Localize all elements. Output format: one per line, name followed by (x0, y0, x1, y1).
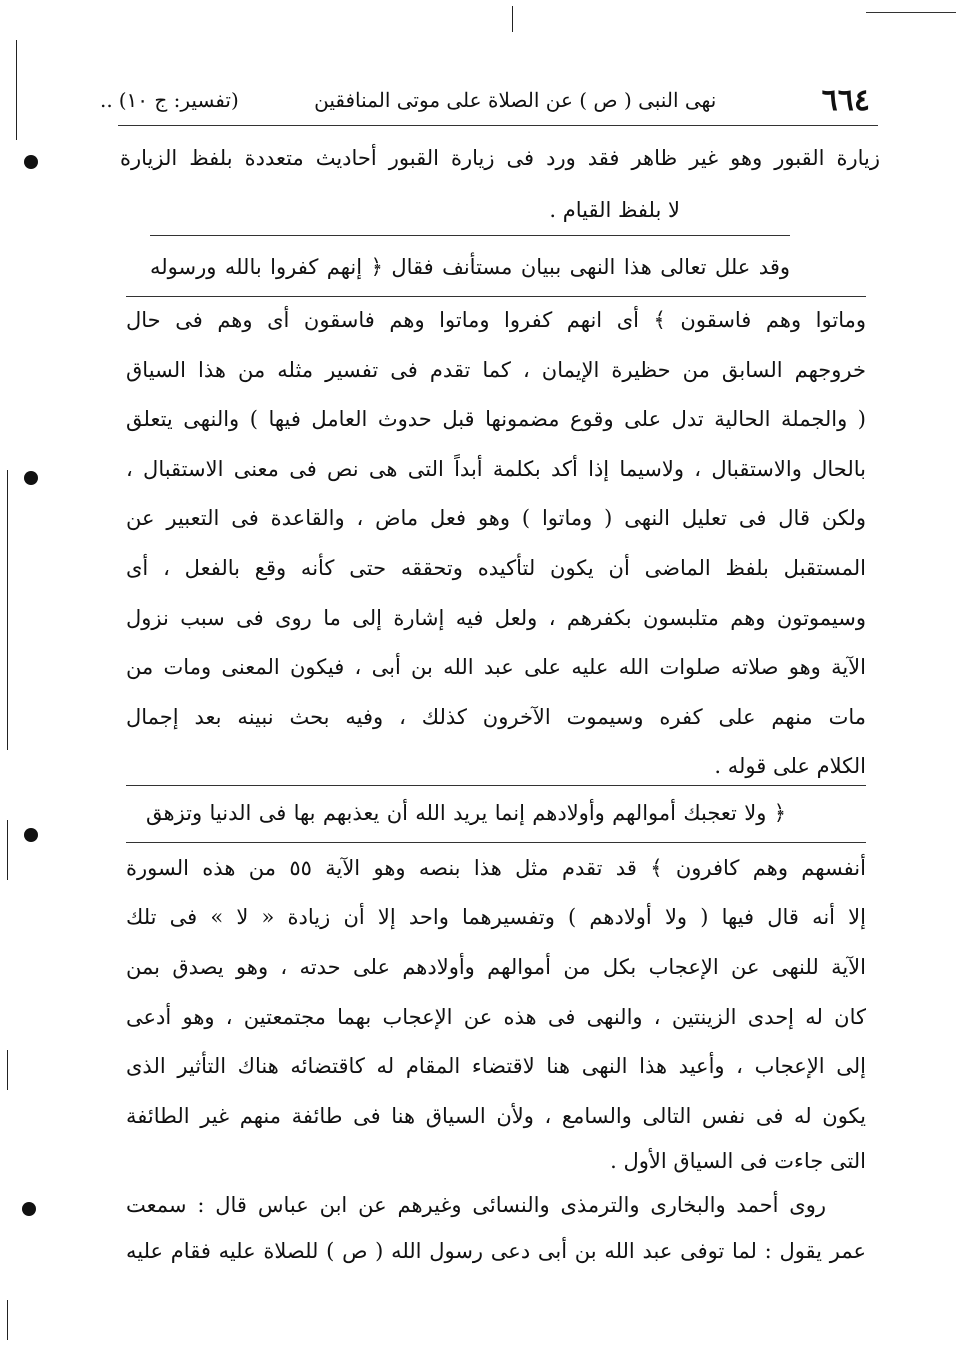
text-line: الكلام على قوله . (714, 754, 866, 778)
left-margin-mark (7, 1300, 8, 1340)
top-center-mark (512, 6, 513, 32)
text-line: أنفسهم وهم كافرون ﴾ قد تقدم مثل هذا بنصه وهو الآية ٥٥ من هذه السورة (126, 856, 866, 880)
volume-label: (تفسير: ج ١٠) (118, 88, 239, 112)
text-line: المستقبل بلفظ الماضى أن يكون لتأكيده وتحققه حتى كأنه وقع بالفعل ، أى (126, 556, 866, 580)
text-line: بالحال والاستقبال ، ولاسيما إذا أكد بكلمة أبداً التى هى نص فى معنى الاستقبال ، (126, 457, 866, 481)
text-line: عمر يقول : لما توفى عبد الله بن أبى دعى رسول الله ( ص ) للصلاة عليه فقام عليه (126, 1239, 866, 1263)
binding-hole-dot (24, 155, 38, 169)
text-line: إلى الإعجاب ، وأعيد هذا النهى هنا لاقتضاء المقام له كاقتضائه هناك التأثير الذى (126, 1054, 866, 1078)
text-line: ( والجملة الحالية تدل على وقوع مضمونها قبل حدوث العامل فيها ) والنهى يتعلق (126, 407, 866, 431)
text-line: وماتوا وهم فاسقون ﴾ أى انهم كفروا وماتوا وهم فاسقون أى وهم فى حال (126, 308, 866, 332)
page-header (100, 78, 870, 122)
text-line: مات منهم على كفره وسيموت الآخرون كذلك ، وفيه بحث نبينه بعد إجمال (126, 705, 866, 729)
top-edge-line (866, 12, 956, 13)
text-line: الآية للنهى عن الإعجاب بكل من أموالهم وأولادهم على حدته ، وهو يصدق بمن (126, 955, 866, 979)
section-rule (126, 785, 866, 786)
text-line: خروجهم السابق من حظيرة الإيمان ، كما تقدم فى تفسير مثله من هذا السياق (126, 358, 866, 382)
binding-hole-dot (24, 471, 38, 485)
text-line: وقد علل تعالى هذا النهى ببيان مستأنف فقال ﴿ إنهم كفروا بالله ورسوله (150, 255, 790, 279)
header-dots: .. (100, 88, 113, 112)
text-line: التى جاءت فى السياق الأول . (610, 1149, 866, 1173)
left-margin-mark (7, 470, 8, 750)
text-line: يكون له فى نفس التالى والسامع ، ولأن السياق هنا فى طائفة منهم غير الطائفة (126, 1104, 866, 1128)
binding-hole-dot (24, 828, 38, 842)
section-rule (126, 842, 866, 843)
left-margin-mark (16, 40, 17, 140)
text-line: زيارة القبور وهو غير ظاهر فقد ورد فى زيارة القبور أحاديث متعددة بلفظ الزيارة (120, 146, 880, 170)
binding-hole-dot (22, 1202, 36, 1216)
section-rule (150, 235, 790, 236)
left-margin-mark (7, 820, 8, 880)
text-line: وسيموتون وهم متلبسون بكفرهم ، ولعل فيه إشارة إلى ما روى فى سبب نزول (126, 606, 866, 630)
text-line: ﴿ ولا تعجبك أموالهم وأولادهم إنما يريد الله أن يعذبهم بها فى الدنيا وتزهق (146, 801, 786, 825)
text-line: الآية وهو صلاته صلوات الله عليه على عبد الله بن أبى ، فيكون المعنى ومات من (126, 655, 866, 679)
text-line: لا بلفظ القيام . (549, 198, 680, 222)
header-rule (118, 125, 878, 126)
text-line: ولكن قال فى تعليل النهى ( وماتوا ) وهو فعل ماض ، والقاعدة فى التعبير عن (126, 506, 866, 530)
page-number: ٦٦٤ (821, 82, 870, 118)
section-rule (126, 296, 866, 297)
left-margin-mark (7, 1050, 8, 1090)
text-line: كان له إحدى الزينتين ، والنهى فى هذه عن الإعجاب بهما مجتمعتين ، وهو أدعى (126, 1005, 866, 1029)
text-line: روى أحمد والبخارى والترمذى والنسائى وغيرهم عن ابن عباس قال : سمعت (126, 1193, 826, 1217)
text-line: إلا أنه قال فيها ( ولا أولادهم ) وتفسيرهما واحد إلا أن زيادة « لا » فى تلك (126, 905, 866, 929)
running-title: نهى النبى ( ص ) عن الصلاة على موتى المنافقين (314, 88, 717, 112)
